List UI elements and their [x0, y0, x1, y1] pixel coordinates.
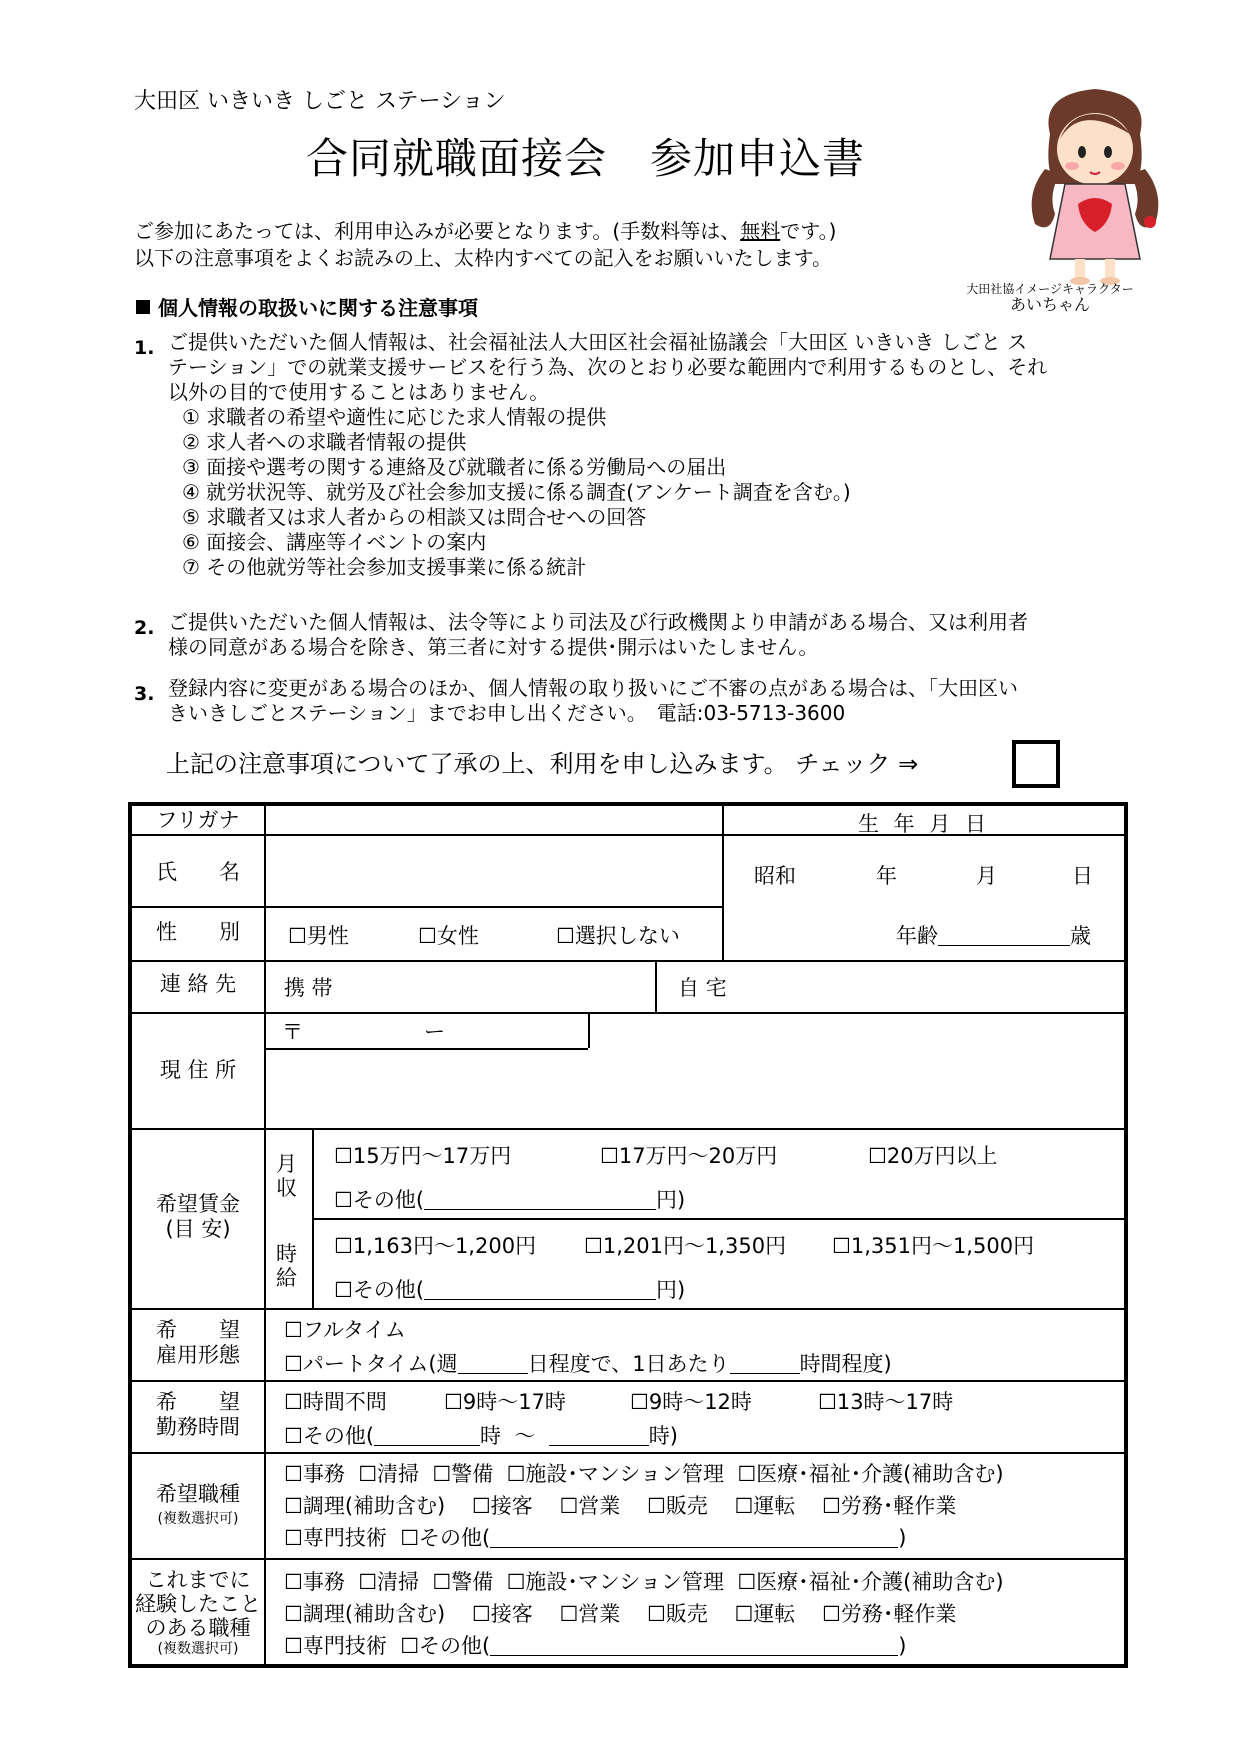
job-checkbox[interactable]: ☐ 専門技術	[284, 1526, 387, 1550]
contact-label: 連 絡 先	[159, 972, 237, 996]
experience-job-row-2	[284, 1598, 956, 1628]
mobile-label: 携 帯	[284, 976, 333, 1000]
exp-checkbox[interactable]: ☐ 営業	[559, 1602, 620, 1626]
exp-checkbox[interactable]: ☐ 専門技術	[284, 1634, 387, 1658]
job-checkbox[interactable]: ☐ 接客	[472, 1494, 533, 1518]
job-checkbox[interactable]: ☐ 販売	[647, 1494, 708, 1518]
desired-job-row-3: ☐ 専門技術 ☐ その他( )	[284, 1522, 906, 1552]
home-phone-label: 自 宅	[678, 976, 727, 1000]
exp-checkbox[interactable]: ☐ 事務	[284, 1570, 345, 1594]
exp-checkbox[interactable]: ☐ 医療･福祉･介護(補助含む)	[737, 1570, 1003, 1594]
job-checkbox[interactable]: ☐ 調理(補助含む)	[284, 1494, 445, 1518]
exp-checkbox[interactable]: ☐ 清掃	[358, 1570, 419, 1594]
female-checkbox[interactable]: ☐ 女性	[418, 920, 479, 950]
exp-checkbox[interactable]: ☐ 運転	[735, 1602, 796, 1626]
age-field[interactable]: 年齢 歳	[896, 924, 1091, 948]
hourly-other[interactable]: ☐ その他( 円)	[334, 1274, 685, 1304]
monthly-option-3[interactable]: ☐ 20万円以上	[868, 1140, 998, 1170]
exp-checkbox[interactable]: ☐ 施設･マンション管理	[507, 1570, 724, 1594]
furigana-label: フリガナ	[156, 808, 240, 832]
exp-checkbox[interactable]: ☐ 調理(補助含む)	[284, 1602, 445, 1626]
parttime-checkbox[interactable]: ☐ パートタイム(週 日程度で、1日あたり 時間程度)	[284, 1348, 892, 1378]
agreement-checkbox[interactable]	[1012, 740, 1060, 788]
male-checkbox[interactable]: ☐ 男性	[288, 920, 349, 950]
name-field[interactable]	[266, 838, 720, 904]
hourly-option-2[interactable]: ☐ 1,201円～1,350円	[584, 1230, 786, 1260]
furigana-field[interactable]	[266, 808, 720, 832]
job-other-checkbox[interactable]: ☐ その他(	[400, 1526, 490, 1550]
hourly-label: 時給	[276, 1242, 297, 1290]
monthly-other[interactable]: ☐ その他( 円)	[334, 1184, 685, 1214]
hours-option-1[interactable]: ☐ 時間不問	[284, 1386, 387, 1416]
exp-checkbox[interactable]: ☐ 接客	[472, 1602, 533, 1626]
hours-option-4[interactable]: ☐ 13時～17時	[818, 1386, 953, 1416]
job-checkbox[interactable]: ☐ 施設･マンション管理	[507, 1462, 724, 1486]
postal-mark: 〒	[282, 1020, 303, 1044]
notice-item-1: 1. ご提供いただいた個人情報は、社会福祉法人大田区社会福祉協議会「大田区 いきいき しごと ス テーション」での就業支援サービスを行う為、次のとおり必要な範囲内で利用するものとし、それ 以外の目的で使用することはありません。 ① 求職者の希望や適性に応じた求人情報の提供 ② 求人者への求職者情報の提供 ③ 面接や選考の関する連絡及び就職者に係る労働局への届出 ④ 就労状況等、就労及び社会参加支援に係る調査(アンケート調査を含む。) ⑤ 求職者又は求人者からの相談又は問合せへの回答 ⑥ 面接会、講座等イベントの案内 ⑦ その他就労等社会参加支援事業に係る統計	[134, 330, 1048, 579]
job-checkbox[interactable]: ☐ 医療･福祉･介護(補助含む)	[737, 1462, 1003, 1486]
section-heading: 個人情報の取扱いに関する注意事項	[136, 292, 478, 321]
hours-other[interactable]: ☐ その他( 時 ～ 時)	[284, 1420, 678, 1450]
monthly-option-2[interactable]: ☐ 17万円～20万円	[600, 1140, 777, 1170]
mascot-caption: 大田社協イメージキャラクター あいちゃん	[966, 282, 1134, 314]
address-label: 現 住 所	[159, 1058, 237, 1082]
experience-job-label: これまでに 経験したこと のある職種 (複数選択可)	[135, 1568, 261, 1657]
free-text: 無料	[740, 219, 781, 243]
girl-holding-heart-icon	[1020, 74, 1170, 294]
employment-type-label: 希 望 雇用形態	[156, 1318, 240, 1367]
gender-label: 性 別	[156, 920, 240, 944]
birthdate-header: 生 年 月 日	[857, 812, 991, 836]
month-label: 月	[976, 864, 997, 888]
postal-dash: ー	[424, 1020, 445, 1044]
experience-job-row-1	[284, 1566, 1004, 1596]
notice-item-2: 2. ご提供いただいた個人情報は、法令等により司法及び行政機関より申請がある場合、又は利用者 様の同意がある場合を除き、第三者に対する提供･開示はいたしません。	[134, 610, 1028, 659]
job-checkbox[interactable]: ☐ 事務	[284, 1462, 345, 1486]
job-checkbox[interactable]: ☐ 警備	[432, 1462, 493, 1486]
job-checkbox[interactable]: ☐ 営業	[559, 1494, 620, 1518]
job-checkbox[interactable]: ☐ 清掃	[358, 1462, 419, 1486]
hourly-option-3[interactable]: ☐ 1,351円～1,500円	[832, 1230, 1034, 1260]
page-title: 合同就職面接会 参加申込書	[306, 134, 866, 183]
application-form	[128, 802, 1128, 1668]
name-label: 氏 名	[156, 860, 240, 884]
monthly-label: 月収	[276, 1152, 297, 1200]
wage-label: 希望賃金 (目 安)	[156, 1192, 240, 1241]
desired-job-label: 希望職種 (複数選択可)	[156, 1482, 240, 1527]
hours-option-2[interactable]: ☐ 9時～17時	[444, 1386, 566, 1416]
hourly-option-1[interactable]: ☐ 1,163円～1,200円	[334, 1230, 536, 1260]
monthly-option-1[interactable]: ☐ 15万円～17万円	[334, 1140, 511, 1170]
year-label: 年	[876, 864, 897, 888]
desired-job-row-1	[284, 1458, 1004, 1488]
fulltime-checkbox[interactable]: ☐ フルタイム	[284, 1314, 406, 1344]
notice-item-3: 3. 登録内容に変更がある場合のほか、個人情報の取り扱いにご不審の点がある場合は、「大田区い きいきしごとステーション」までお申し出ください。 電話:03-5713-3600	[134, 676, 1018, 725]
exp-checkbox[interactable]: ☐ 販売	[647, 1602, 708, 1626]
exp-other-checkbox[interactable]: ☐ その他(	[400, 1634, 490, 1658]
hours-option-3[interactable]: ☐ 9時～12時	[630, 1386, 752, 1416]
era-label: 昭和	[754, 864, 796, 888]
address-field[interactable]	[266, 1052, 1122, 1126]
exp-checkbox[interactable]: ☐ 警備	[432, 1570, 493, 1594]
organization-name: 大田区 いきいき しごと ステーション	[134, 89, 506, 114]
experience-job-row-3: ☐ 専門技術 ☐ その他( )	[284, 1630, 906, 1660]
job-checkbox[interactable]: ☐ 労務･軽作業	[822, 1494, 956, 1518]
agreement-text: 上記の注意事項について了承の上、利用を申し込みます。 チェック ⇒	[166, 750, 919, 778]
day-label: 日	[1072, 864, 1093, 888]
no-answer-checkbox[interactable]: ☐ 選択しない	[556, 920, 680, 950]
intro-text: ご参加にあたっては、利用申込みが必要となります。(手数料等は、無料です。) 以下の注意事項をよくお読みの上、太枠内すべての記入をお願いいたします。	[134, 219, 837, 270]
exp-checkbox[interactable]: ☐ 労務･軽作業	[822, 1602, 956, 1626]
desired-job-row-2	[284, 1490, 956, 1520]
work-hours-label: 希 望 勤務時間	[156, 1390, 240, 1439]
job-checkbox[interactable]: ☐ 運転	[735, 1494, 796, 1518]
